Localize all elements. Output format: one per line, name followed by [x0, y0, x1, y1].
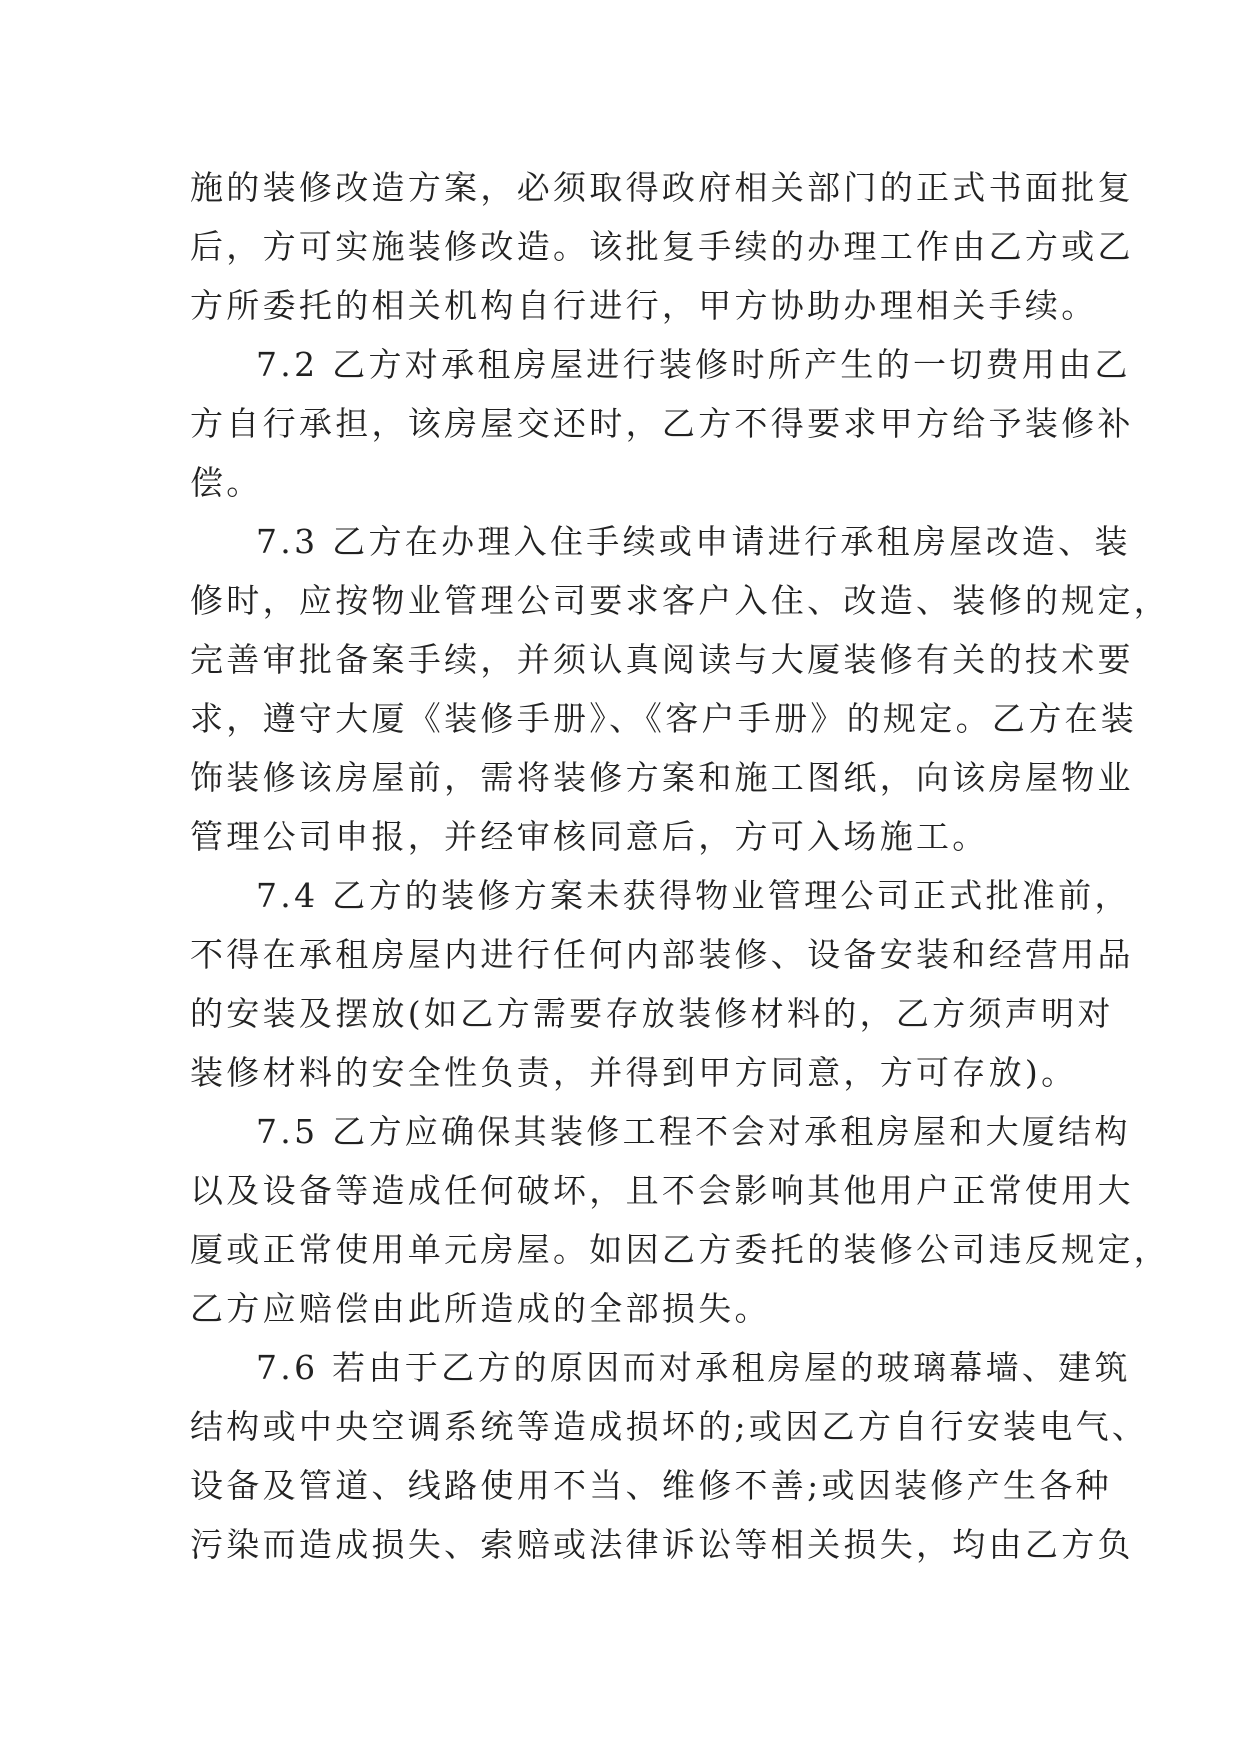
text-line: 修时，应按物业管理公司要求客户入住、改造、装修的规定，	[190, 581, 1171, 620]
text-line: 的安装及摆放(如乙方需要存放装修材料的，乙方须声明对	[190, 994, 1114, 1033]
text-line: 7.3 乙方在办理入住手续或申请进行承租房屋改造、装	[256, 522, 1131, 561]
document-body	[190, 158, 1171, 1574]
text-line: 施的装修改造方案，必须取得政府相关部门的正式书面批复	[190, 168, 1134, 207]
text-line: 完善审批备案手续，并须认真阅读与大厦装修有关的技术要	[190, 640, 1134, 679]
paragraph-continuation	[190, 158, 1134, 335]
clause-7-5	[190, 1102, 1171, 1338]
text-line: 结构或中央空调系统等造成损坏的;或因乙方自行安装电气、	[190, 1407, 1149, 1446]
text-line: 7.5 乙方应确保其装修工程不会对承租房屋和大厦结构	[256, 1112, 1131, 1151]
text-line: 管理公司申报，并经审核同意后，方可入场施工。	[190, 817, 989, 856]
clause-7-6	[190, 1338, 1149, 1574]
text-line: 装修材料的安全性负责，并得到甲方同意，方可存放)。	[190, 1053, 1078, 1092]
text-line: 乙方应赔偿由此所造成的全部损失。	[190, 1289, 771, 1328]
clause-7-3	[190, 512, 1171, 866]
clause-7-2	[190, 335, 1134, 512]
text-line: 饰装修该房屋前，需将装修方案和施工图纸，向该房屋物业	[190, 758, 1134, 797]
text-line: 厦或正常使用单元房屋。如因乙方委托的装修公司违反规定，	[190, 1230, 1171, 1269]
text-line: 7.2 乙方对承租房屋进行装修时所产生的一切费用由乙	[256, 345, 1131, 384]
text-line: 后，方可实施装修改造。该批复手续的办理工作由乙方或乙	[190, 227, 1134, 266]
text-line: 设备及管道、线路使用不当、维修不善;或因装修产生各种	[190, 1466, 1112, 1505]
clause-7-4	[190, 866, 1134, 1102]
text-line: 不得在承租房屋内进行任何内部装修、设备安装和经营用品	[190, 935, 1134, 974]
text-line: 偿。	[190, 463, 263, 502]
text-line: 污染而造成损失、索赔或法律诉讼等相关损失，均由乙方负	[190, 1525, 1134, 1564]
text-line: 7.6 若由于乙方的原因而对承租房屋的玻璃幕墙、建筑	[256, 1348, 1131, 1387]
text-line: 求，遵守大厦《装修手册》、《客户手册》的规定。乙方在装	[190, 699, 1138, 738]
text-line: 方所委托的相关机构自行进行，甲方协助办理相关手续。	[190, 286, 1098, 325]
text-line: 方自行承担，该房屋交还时，乙方不得要求甲方给予装修补	[190, 404, 1134, 443]
text-line: 7.4 乙方的装修方案未获得物业管理公司正式批准前，	[256, 876, 1131, 915]
text-line: 以及设备等造成任何破坏，且不会影响其他用户正常使用大	[190, 1171, 1134, 1210]
